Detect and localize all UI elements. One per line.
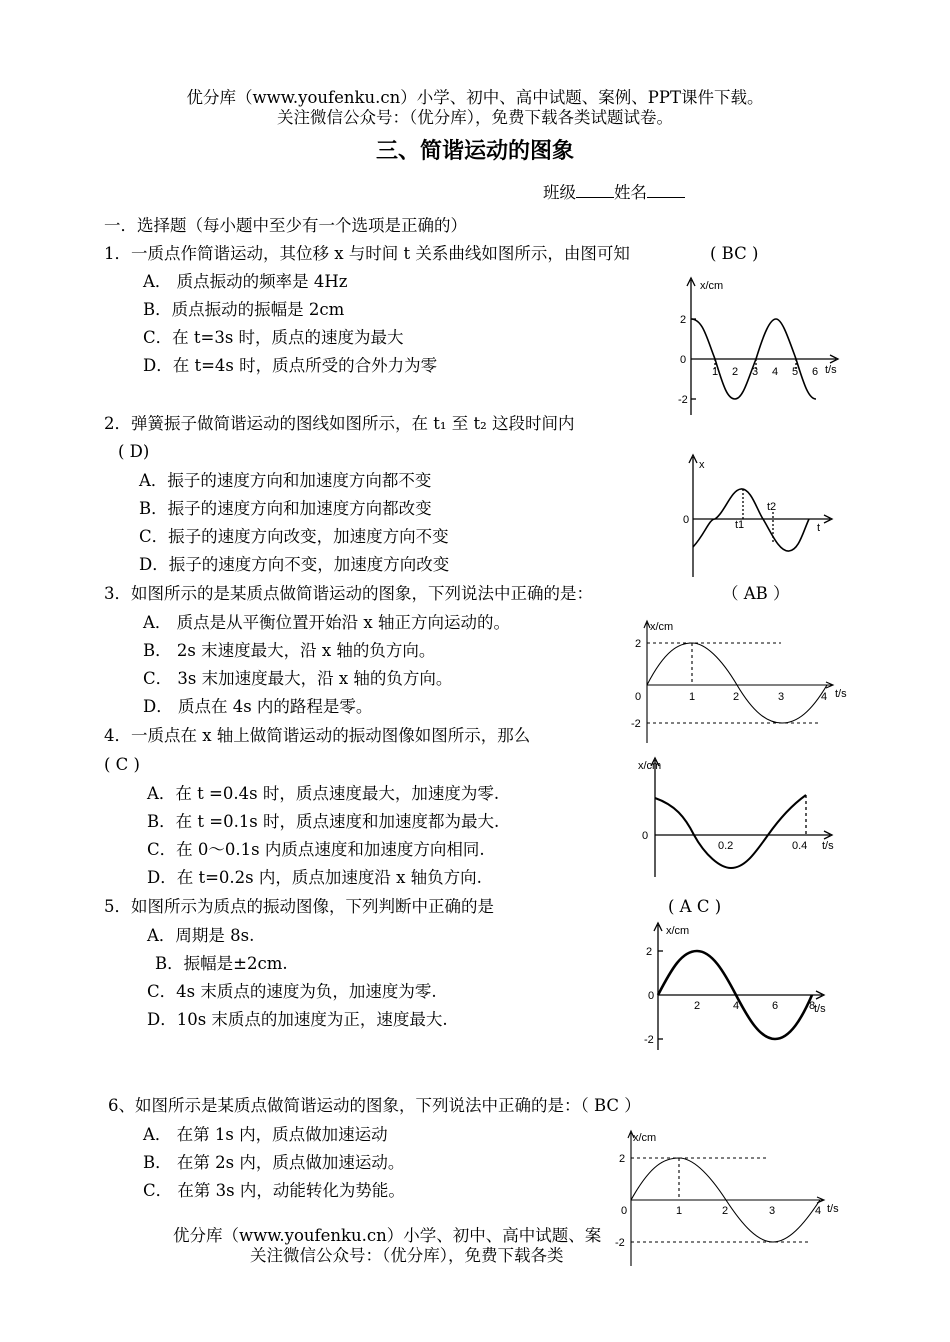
q1-tick-3: 3 [752,366,759,378]
name-blank [647,183,685,198]
footer-line-2: 关注微信公众号：（优分库），免费下载各类 [250,1246,564,1265]
q1-xlabel: t/s [825,364,837,376]
header-line-1: 优分库（www.youfenku.cn）小学、初中、高中试题、案例、PPT课件下载。 [186,88,764,107]
q2-option-a: A．振子的速度方向和加速度方向都不变 [139,471,432,490]
q4-curve [655,795,806,868]
name-label: 姓名 [614,183,647,202]
q5-y-pos: 2 [646,946,653,958]
q6-graph [613,1128,850,1268]
q2-ylabel: x [699,459,705,471]
q1-graph [670,275,850,425]
q1-stem: 1．一质点作简谐运动，其位移 x 与时间 t 关系曲线如图所示，由图可知 [104,244,630,263]
q3-option-c: C． 3s 末加速度最大，沿 x 轴的负方向。 [143,669,453,688]
q1-y-pos: 2 [680,314,687,326]
q1-option-c: C．在 t=3s 时，质点的速度为最大 [143,328,404,347]
q3-option-a: A． 质点是从平衡位置开始沿 x 轴正方向运动的。 [143,613,510,632]
q3-tick-1: 1 [689,691,696,703]
q6-xlabel: t/s [827,1203,839,1215]
q3-stem: 3．如图所示的是某质点做简谐运动的图象，下列说法中正确的是： [104,584,593,603]
q4-graph [630,755,850,880]
q3-y-zero: 0 [635,691,642,703]
q1-tick-2: 2 [732,366,739,378]
q2-stem: 2．弹簧振子做简谐运动的图线如图所示，在 t₁ 至 t₂ 这段时间内 [104,414,575,433]
q6-option-b: B． 在第 2s 内，质点做加速运动。 [143,1153,405,1172]
q1-tick-1: 1 [712,366,719,378]
q5-y-neg: -2 [644,1034,654,1046]
q4-xlabel: t/s [822,840,834,852]
section-heading: 一．选择题（每小题中至少有一个选项是正确的） [104,216,467,235]
q4-y-zero: 0 [642,830,649,842]
header-line-2: 关注微信公众号：（优分库），免费下载各类试题试卷。 [277,108,673,127]
q5-tick-1: 2 [694,1000,701,1012]
q1-y-neg: -2 [678,394,688,406]
q5-y-zero: 0 [648,990,655,1002]
footer-line-1: 优分库（www.youfenku.cn）小学、初中、高中试题、案 [173,1226,602,1245]
q6-tick-2: 2 [722,1205,729,1217]
q4-option-b: B．在 t =0.1s 时，质点速度和加速度都为最大. [147,812,500,831]
q5-answer: ( A C ) [668,897,722,916]
q5-option-b: B．振幅是±2cm. [155,954,288,973]
q4-stem: 4．一质点在 x 轴上做简谐运动的振动图像如图所示，那么 [104,726,531,745]
q3-answer: （ AB ） [722,584,790,603]
q1-option-d: D．在 t=4s 时，质点所受的合外力为零 [143,356,438,375]
q2-t2: t2 [767,501,777,513]
q3-option-d: D． 质点在 4s 内的路程是零。 [143,697,373,716]
q5-ylabel: x/cm [666,925,690,937]
q1-option-a: A． 质点振动的频率是 4Hz [143,272,348,291]
q6-tick-1: 1 [676,1205,683,1217]
q3-y-pos: 2 [635,638,642,650]
q2-answer: ( D) [118,442,150,461]
q4-tick-2: 0.4 [792,840,808,852]
q4-option-a: A．在 t =0.4s 时，质点速度最大，加速度为零. [147,784,500,803]
q3-xlabel: t/s [835,688,847,700]
q2-option-c: C．振子的速度方向改变，加速度方向不变 [139,527,449,546]
q6-option-a: A． 在第 1s 内，质点做加速运动 [143,1125,388,1144]
q1-ylabel: x/cm [700,280,724,292]
name-line [543,183,685,203]
q5-tick-2: 4 [733,1000,740,1012]
q1-answer: ( BC ) [710,244,759,263]
q2-xlabel: t [817,522,821,534]
q6-y-neg: -2 [615,1237,625,1249]
q6-stem: 6、如图所示是某质点做简谐运动的图象，下列说法中正确的是：（ BC ） [108,1096,641,1115]
q1-y-zero: 0 [680,354,687,366]
q1-option-b: B．质点振动的振幅是 2cm [143,300,345,319]
q2-curve [693,489,809,551]
q6-tick-4: 4 [815,1205,822,1217]
q2-option-d: D．振子的速度方向不变，加速度方向改变 [139,555,450,574]
q6-ylabel: x/cm [633,1132,657,1144]
q5-stem: 5．如图所示为质点的振动图像，下列判断中正确的是 [104,897,494,916]
q2-graph [675,452,840,582]
page-title: 三、简谐运动的图象 [375,139,574,164]
q4-ylabel: x/cm [638,760,662,772]
q5-tick-4: 8 [809,1000,816,1012]
q4-answer: ( C ) [104,755,140,774]
q5-option-a: A．周期是 8s. [147,926,255,945]
q3-y-neg: -2 [631,718,641,730]
q6-y-pos: 2 [619,1153,626,1165]
q2-t1: t1 [735,519,745,531]
q6-option-c: C． 在第 3s 内，动能转化为势能。 [143,1181,405,1200]
q3-tick-2: 2 [733,691,740,703]
q6-tick-3: 3 [769,1205,776,1217]
q4-option-c: C．在 0～0.1s 内质点速度和加速度方向相同. [147,840,485,859]
q5-tick-3: 6 [772,1000,779,1012]
q2-y-zero: 0 [683,514,690,526]
q1-tick-5: 5 [792,366,799,378]
q1-tick-4: 4 [772,366,779,378]
class-label: 班级 [543,183,576,202]
q3-tick-3: 3 [778,691,785,703]
q4-tick-1: 0.2 [718,840,734,852]
q3-ylabel: x/cm [650,621,674,633]
q4-option-d: D．在 t=0.2s 内，质点加速度沿 x 轴负方向. [147,868,482,887]
q5-option-d: D．10s 末质点的加速度为正，速度最大. [147,1010,448,1029]
q3-curve [647,643,827,723]
q5-graph [640,920,840,1055]
q1-tick-6: 6 [812,366,819,378]
q6-y-zero: 0 [621,1205,628,1217]
q3-option-b: B． 2s 末速度最大，沿 x 轴的负方向。 [143,641,436,660]
q3-graph [625,618,855,748]
q3-tick-4: 4 [821,691,828,703]
q5-option-c: C．4s 末质点的速度为负，加速度为零. [147,982,437,1001]
q2-option-b: B．振子的速度方向和加速度方向都改变 [139,499,432,518]
class-blank [576,183,614,198]
q5-xlabel: t/s [814,1003,826,1015]
